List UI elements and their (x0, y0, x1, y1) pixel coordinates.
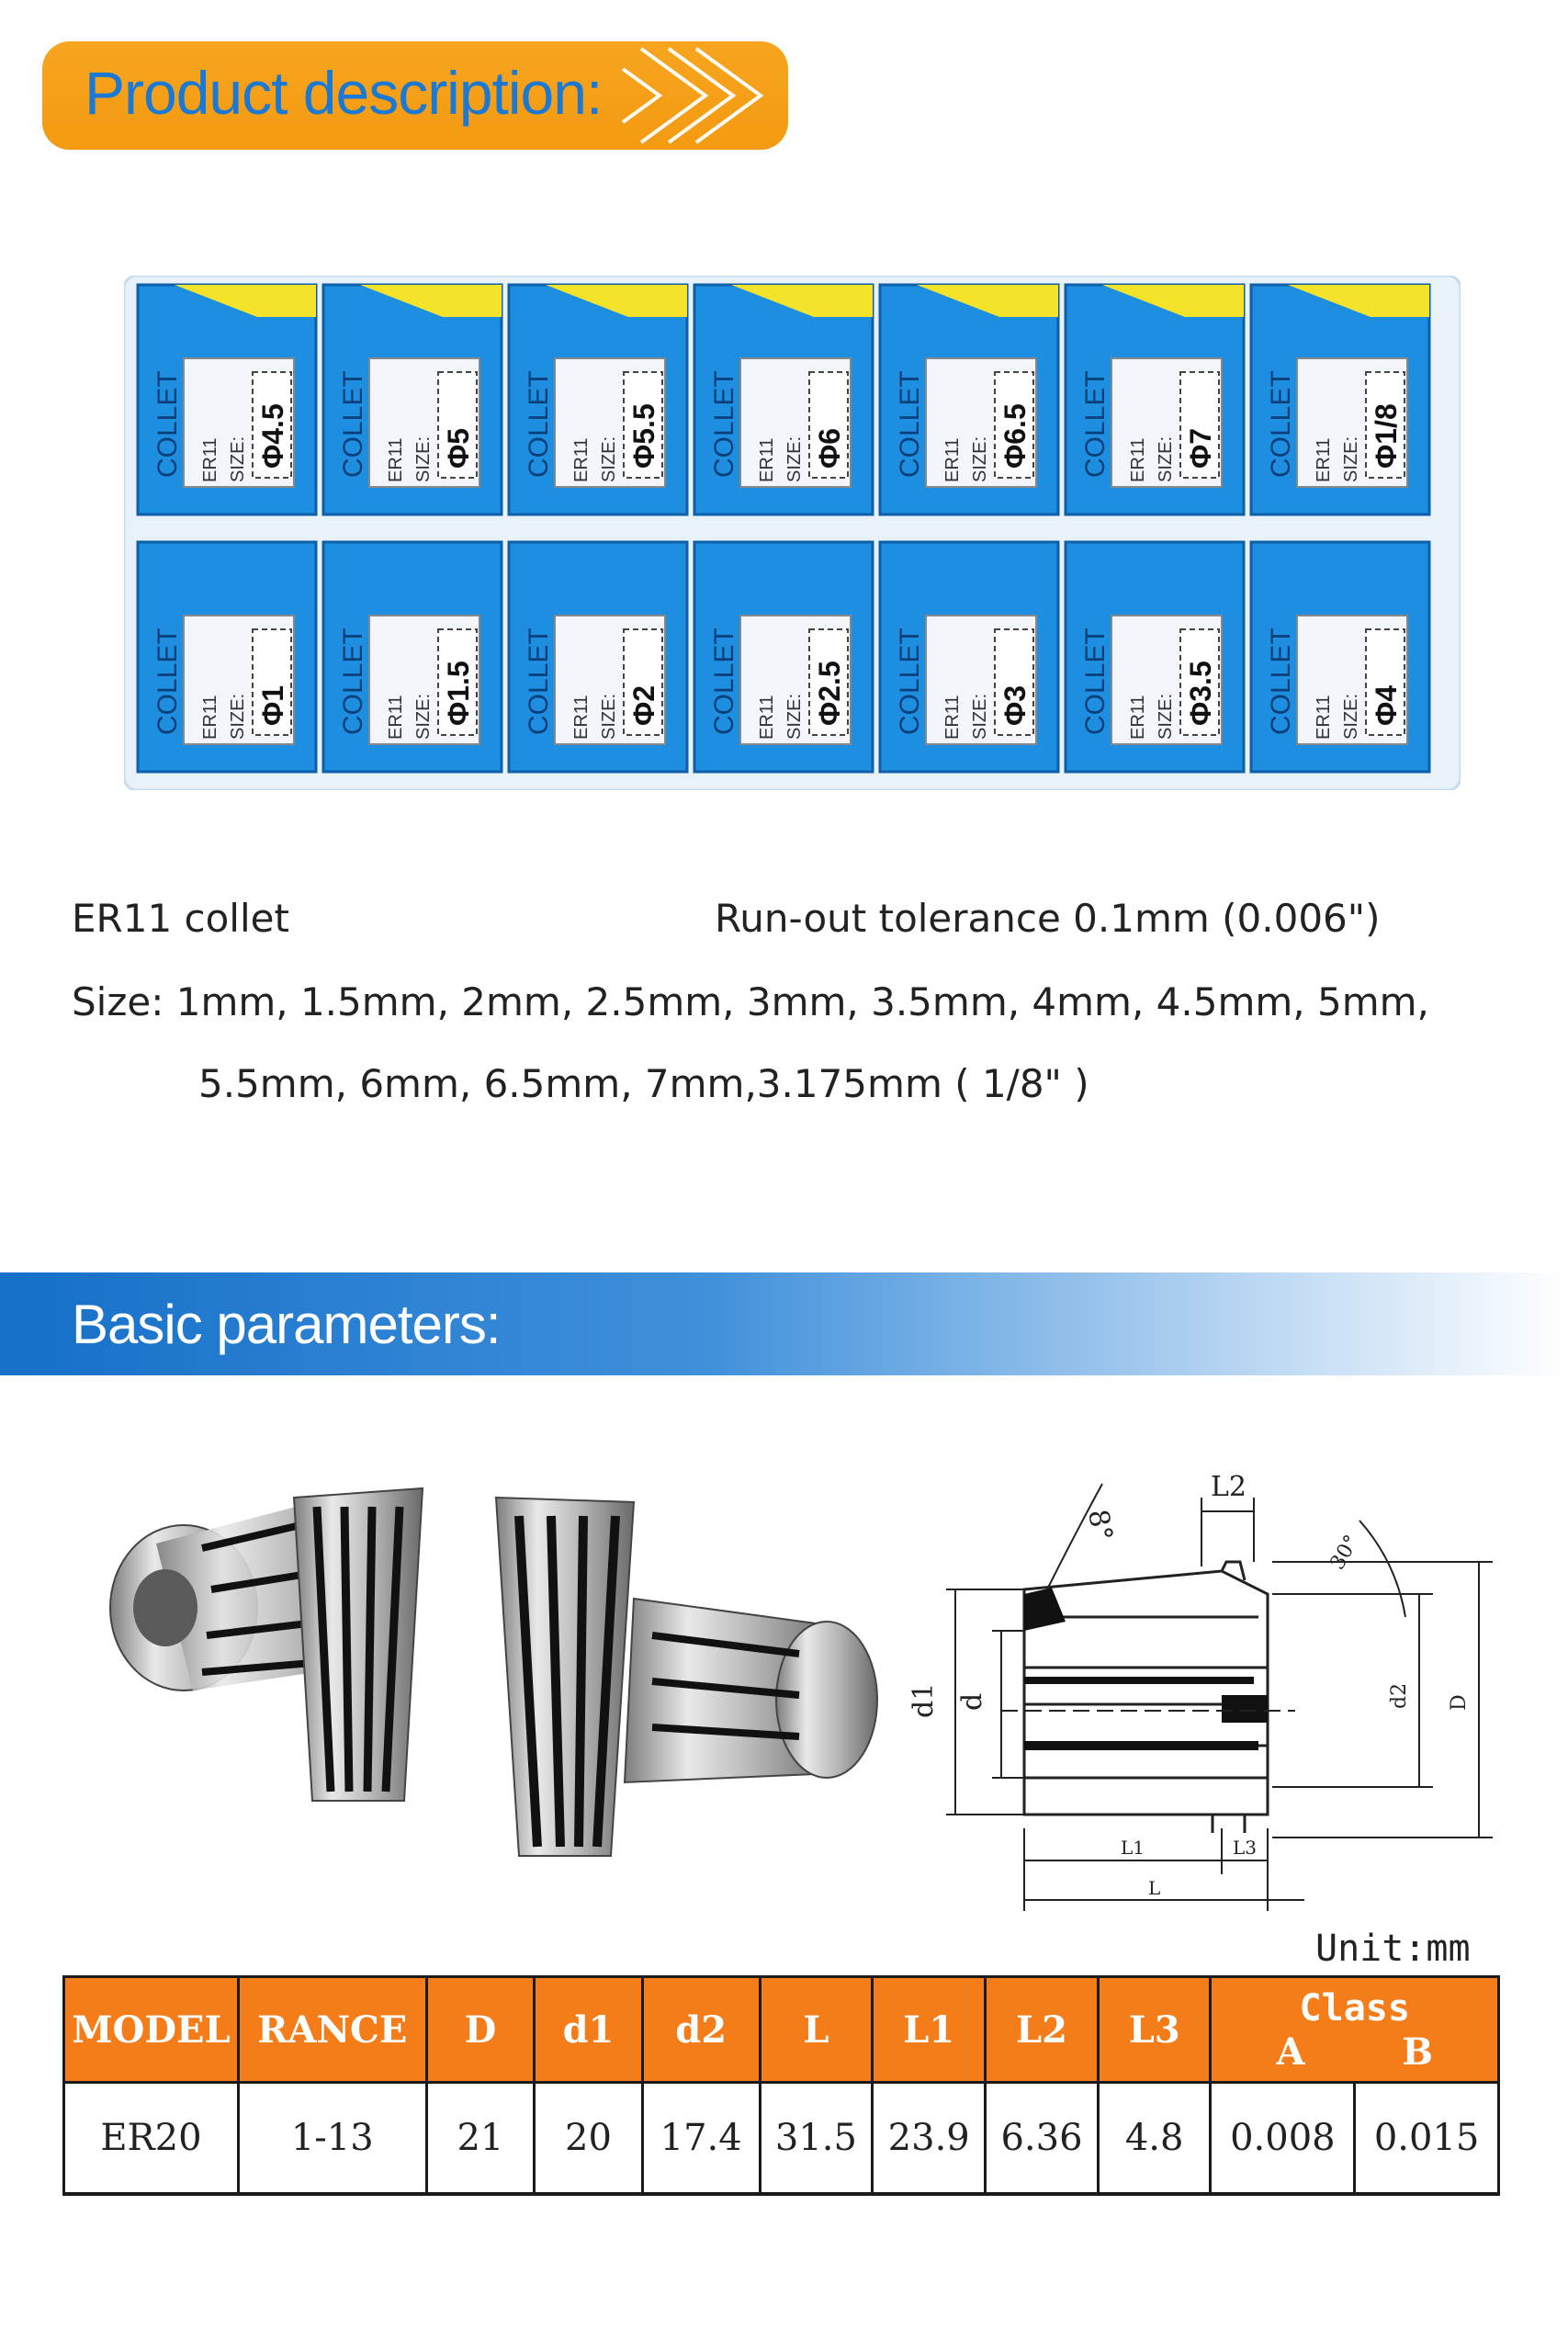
box-label: COLLET (152, 628, 183, 735)
box-label: COLLET (152, 370, 183, 478)
box-size-value: Φ5.5 (627, 403, 660, 469)
box-label: COLLET (895, 628, 925, 735)
collet-tall-1 (294, 1488, 423, 1801)
collet-box (509, 542, 687, 772)
header-class (1211, 1977, 1499, 2083)
box-label: COLLET (338, 628, 368, 735)
dim-d1-label: d1 (909, 1682, 940, 1718)
box-label: COLLET (1266, 628, 1296, 735)
box-label: COLLET (709, 628, 739, 735)
dim-L1-label: L1 (1121, 1837, 1145, 1859)
box-model: ER11 (386, 695, 406, 740)
unit-label: Unit:mm (1315, 1928, 1471, 1970)
box-size-label: SIZE: (413, 435, 434, 482)
chevron-decoration-icon (604, 41, 788, 150)
collet-tall-2 (496, 1498, 634, 1856)
box-model: ER11 (200, 437, 220, 482)
box-model: ER11 (571, 437, 592, 482)
basic-parameters-banner (0, 1272, 1568, 1375)
collet-box (509, 285, 687, 514)
header-model: MODEL (64, 1977, 239, 2083)
box-size-value: Φ1/8 (1370, 403, 1403, 469)
header-L: L (760, 1977, 873, 2083)
collet-box (1251, 542, 1429, 772)
box-label: COLLET (524, 370, 554, 478)
box-size-value: Φ1.5 (442, 661, 475, 726)
box-size-label: SIZE: (784, 693, 805, 740)
box-size-label: SIZE: (970, 693, 990, 740)
box-model: ER11 (200, 695, 220, 740)
table-row (64, 2083, 1499, 2195)
section-title: Basic parameters: (72, 1294, 501, 1355)
box-size-value: Φ2 (627, 684, 660, 726)
box-model: ER11 (1314, 437, 1334, 482)
class-label: Class (1299, 1987, 1410, 2030)
box-model: ER11 (757, 437, 777, 482)
box-model: ER11 (386, 437, 406, 482)
runout-tolerance: Run-out tolerance 0.1mm (0.006") (715, 896, 1381, 941)
cell-L2: 6.36 (986, 2083, 1099, 2195)
collet-box (323, 542, 502, 772)
collet-box (694, 542, 873, 772)
box-label: COLLET (1080, 370, 1111, 478)
box-model: ER11 (1314, 695, 1334, 740)
box-model: ER11 (1128, 437, 1148, 482)
collet-technical-drawing (909, 1470, 1497, 1929)
box-size-value: Φ6.5 (998, 403, 1032, 469)
box-model: ER11 (942, 437, 963, 482)
cell-D: 21 (426, 2083, 535, 2195)
collet-box (1066, 285, 1244, 514)
cell-L1: 23.9 (873, 2083, 986, 2195)
box-size-value: Φ1 (256, 684, 289, 726)
box-size-value: Φ3.5 (1184, 661, 1217, 726)
box-label: COLLET (1080, 628, 1111, 735)
collet-box (323, 285, 502, 514)
box-size-label: SIZE: (599, 693, 619, 740)
collet-box (1251, 285, 1429, 514)
box-size-label: SIZE: (784, 435, 805, 482)
cell-d1: 20 (535, 2083, 643, 2195)
box-size-value: Φ6 (813, 427, 846, 469)
box-size-label: SIZE: (970, 435, 990, 482)
box-size-label: SIZE: (413, 693, 434, 740)
dim-L2-label: L2 (1211, 1471, 1247, 1503)
box-size-label: SIZE: (1156, 435, 1176, 482)
collet-box (694, 285, 873, 514)
box-size-value: Φ5 (442, 427, 475, 469)
dim-d-label: d (956, 1692, 988, 1711)
product-description-banner (42, 41, 788, 150)
box-size-label: SIZE: (1341, 435, 1361, 482)
cell-class-b: 0.015 (1355, 2083, 1499, 2195)
box-size-value: Φ4.5 (256, 403, 289, 469)
collet-box (138, 542, 316, 772)
box-size-value: Φ3 (998, 684, 1032, 726)
dim-L3-label: L3 (1233, 1837, 1258, 1859)
box-size-label: SIZE: (228, 693, 248, 740)
angle-30-label: 30° (1325, 1531, 1364, 1574)
box-model: ER11 (757, 695, 777, 740)
box-label: COLLET (709, 370, 739, 478)
cell-range: 1-13 (238, 2083, 426, 2195)
box-size-value: Φ2.5 (813, 661, 846, 726)
dim-L-label: L (1148, 1877, 1161, 1899)
box-size-value: Φ4 (1370, 684, 1403, 726)
box-label: COLLET (524, 628, 554, 735)
class-b-label: B (1402, 2030, 1433, 2074)
product-name: ER11 collet (72, 896, 289, 941)
cell-L: 31.5 (760, 2083, 873, 2195)
header-L3: L3 (1098, 1977, 1211, 2083)
box-label: COLLET (1266, 370, 1296, 478)
header-L1: L1 (873, 1977, 986, 2083)
size-list-line1: Size: 1mm, 1.5mm, 2mm, 2.5mm, 3mm, 3.5mm, 4mm, 4.5mm, 5mm, (72, 979, 1429, 1024)
table-header-row (64, 1977, 1499, 2083)
box-size-label: SIZE: (228, 435, 248, 482)
box-label: COLLET (338, 370, 368, 478)
cell-class-a: 0.008 (1211, 2083, 1355, 2195)
cell-L3: 4.8 (1098, 2083, 1211, 2195)
collet-box (880, 542, 1058, 772)
dim-D-label: D (1448, 1694, 1471, 1711)
box-model: ER11 (1128, 695, 1148, 740)
box-size-label: SIZE: (599, 435, 619, 482)
class-a-label: A (1276, 2030, 1305, 2074)
box-size-label: SIZE: (1341, 693, 1361, 740)
cell-d2: 17.4 (642, 2083, 760, 2195)
collet-box (138, 285, 316, 514)
box-size-value: Φ7 (1184, 427, 1217, 469)
collet-right (625, 1599, 877, 1782)
size-list-line2: 5.5mm, 6mm, 6.5mm, 7mm,3.175mm ( 1/8" ) (198, 1061, 1089, 1106)
header-D: D (426, 1977, 535, 2083)
box-model: ER11 (942, 695, 963, 740)
header-d2: d2 (642, 1977, 760, 2083)
header-L2: L2 (986, 1977, 1099, 2083)
header-d1: d1 (535, 1977, 643, 2083)
dim-d2-label: d2 (1388, 1682, 1411, 1709)
box-label: COLLET (895, 370, 925, 478)
section-title: Product description: (85, 59, 603, 127)
collets-photo (101, 1479, 882, 1865)
parameters-table (62, 1975, 1500, 2196)
angle-8-label: 8° (1081, 1507, 1119, 1544)
collet-box (880, 285, 1058, 514)
box-size-label: SIZE: (1156, 693, 1176, 740)
header-range: RANCE (238, 1977, 426, 2083)
collet-boxes-photo (124, 276, 1461, 790)
box-model: ER11 (571, 695, 592, 740)
cell-model: ER20 (64, 2083, 239, 2195)
collet-box (1066, 542, 1244, 772)
